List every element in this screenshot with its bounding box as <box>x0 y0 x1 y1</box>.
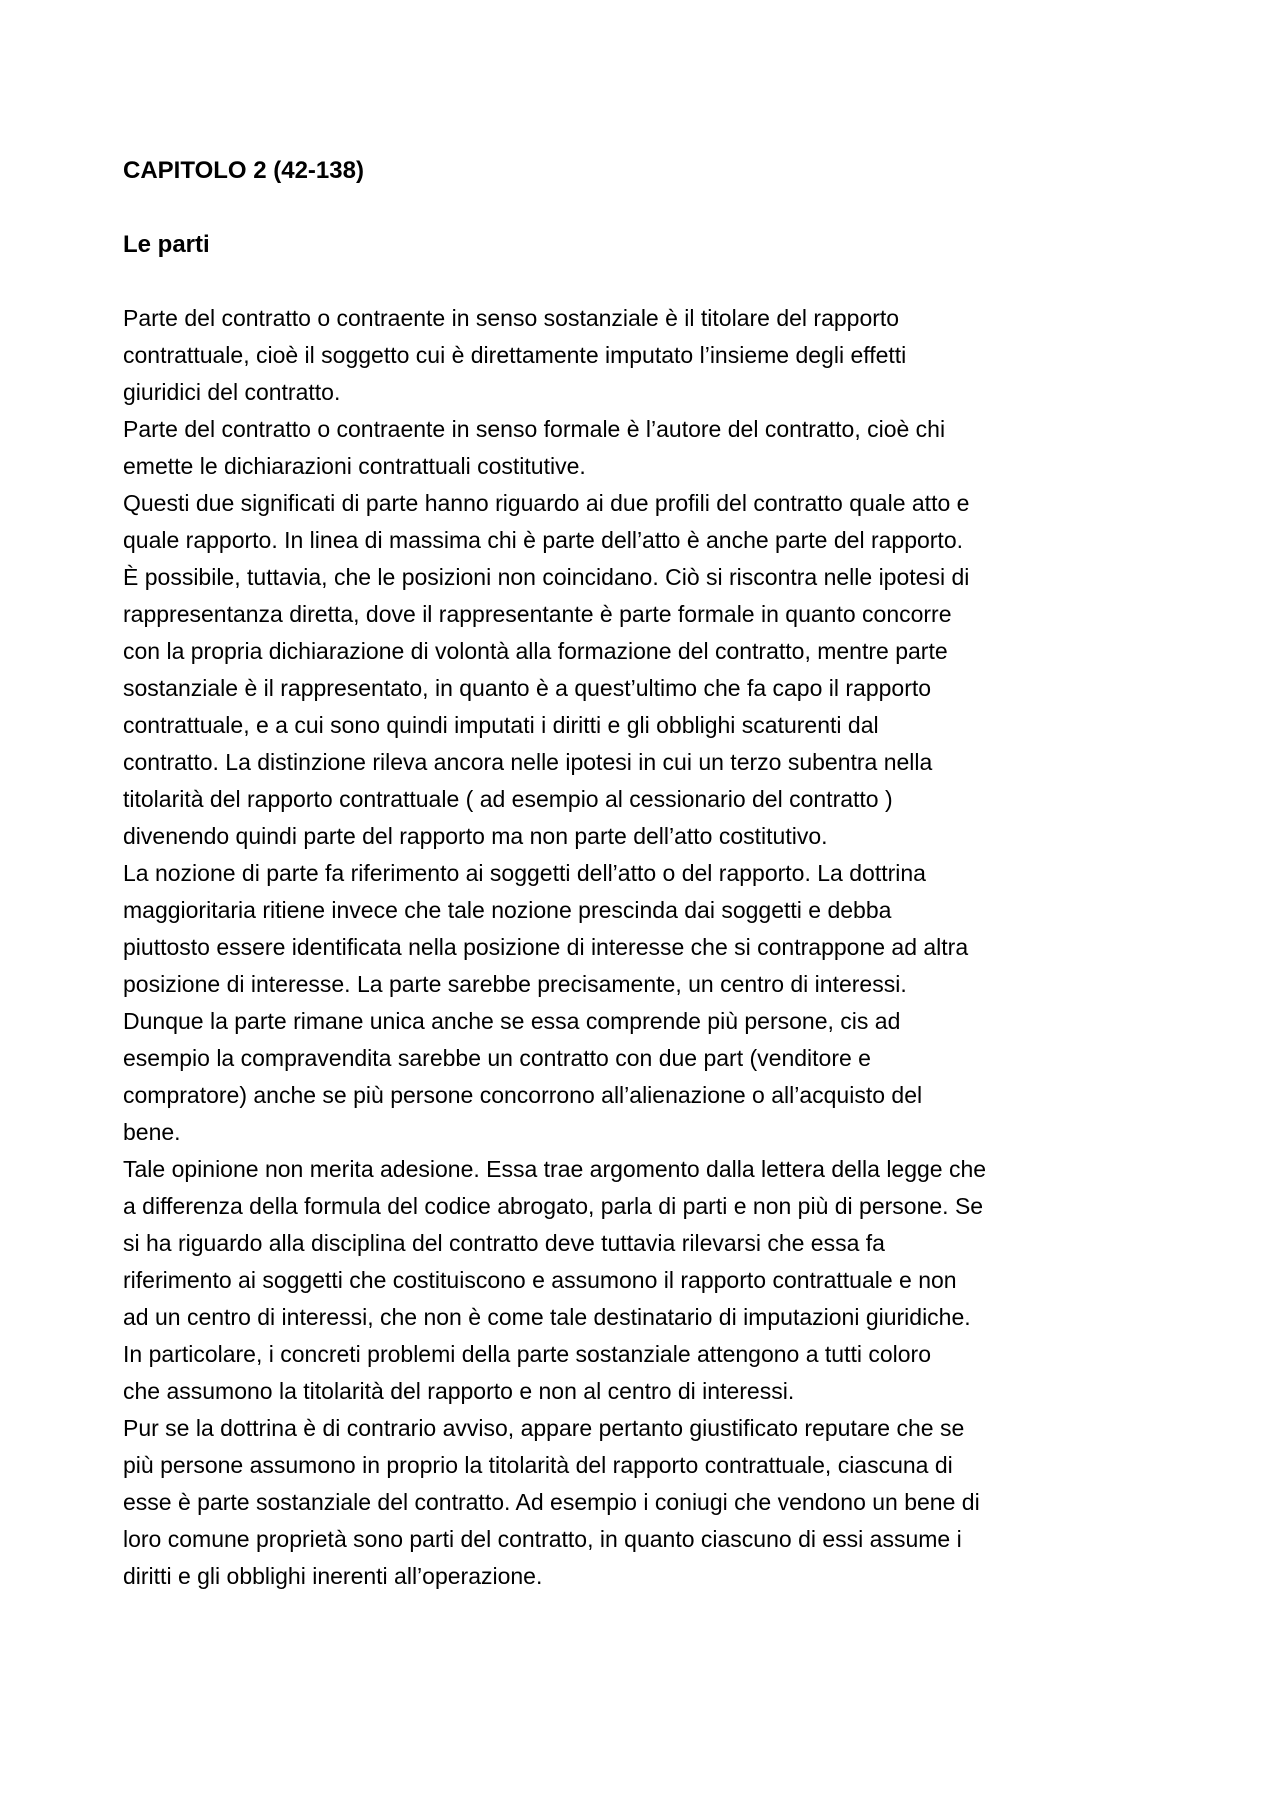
text-line: diritti e gli obblighi inerenti all’operazione. <box>123 1563 543 1589</box>
text-line: più persone assumono in proprio la titolarità del rapporto contrattuale, ciascuna di <box>123 1452 953 1478</box>
text-line: giuridici del contratto. <box>123 379 341 405</box>
text-line: si ha riguardo alla disciplina del contratto deve tuttavia rilevarsi che essa fa <box>123 1230 885 1256</box>
text-line: esse è parte sostanziale del contratto. Ad esempio i coniugi che vendono un bene di <box>123 1489 980 1515</box>
text-line: Tale opinione non merita adesione. Essa trae argomento dalla lettera della legge che <box>123 1156 987 1182</box>
text-line: Parte del contratto o contraente in senso formale è l’autore del contratto, cioè chi <box>123 416 946 442</box>
text-line: rappresentanza diretta, dove il rappresentante è parte formale in quanto concorre <box>123 601 952 627</box>
text-line: divenendo quindi parte del rapporto ma non parte dell’atto costitutivo. <box>123 823 828 849</box>
section-heading: Le parti <box>123 231 210 258</box>
text-line: a differenza della formula del codice abrogato, parla di parti e non più di persone. Se <box>123 1193 984 1219</box>
text-line: Dunque la parte rimane unica anche se essa comprende più persone, cis ad <box>123 1008 901 1034</box>
text-line: maggioritaria ritiene invece che tale nozione prescinda dai soggetti e debba <box>123 897 892 923</box>
text-line: sostanziale è il rappresentato, in quanto è a quest’ultimo che fa capo il rapporto <box>123 675 932 701</box>
text-line: bene. <box>123 1119 181 1145</box>
paragraphs-container <box>123 300 1183 1595</box>
text-line: esempio la compravendita sarebbe un contratto con due part (venditore e <box>123 1045 871 1071</box>
text-line: contratto. La distinzione rileva ancora nelle ipotesi in cui un terzo subentra nella <box>123 749 933 775</box>
document-body <box>123 152 1183 1595</box>
text-line: che assumono la titolarità del rapporto e non al centro di interessi. <box>123 1378 795 1404</box>
text-line: con la propria dichiarazione di volontà alla formazione del contratto, mentre parte <box>123 638 948 664</box>
paragraph-substantial-party <box>123 300 1183 411</box>
text-line: Pur se la dottrina è di contrario avviso, appare pertanto giustificato reputare che se <box>123 1415 965 1441</box>
chapter-heading: CAPITOLO 2 (42-138) <box>123 157 364 184</box>
paragraph-two-meanings <box>123 485 1183 855</box>
text-line: compratore) anche se più persone concorrono all’alienazione o all’acquisto del <box>123 1082 923 1108</box>
paragraph-notion-of-party <box>123 855 1183 1151</box>
text-line: Questi due significati di parte hanno riguardo ai due profili del contratto quale atto e <box>123 490 970 516</box>
text-line: piuttosto essere identificata nella posizione di interesse che si contrappone ad altra <box>123 934 969 960</box>
text-line: contrattuale, cioè il soggetto cui è direttamente imputato l’insieme degli effetti <box>123 342 907 368</box>
text-line: Parte del contratto o contraente in senso sostanziale è il titolare del rapporto <box>123 305 900 331</box>
text-line: È possibile, tuttavia, che le posizioni non coincidano. Ciò si riscontra nelle ipotesi di <box>123 564 970 590</box>
text-line: emette le dichiarazioni contrattuali costitutive. <box>123 453 586 479</box>
text-line: In particolare, i concreti problemi della parte sostanziale attengono a tutti coloro <box>123 1341 932 1367</box>
text-line: ad un centro di interessi, che non è come tale destinatario di imputazioni giuridiche. <box>123 1304 971 1330</box>
text-line: riferimento ai soggetti che costituiscono e assumono il rapporto contrattuale e non <box>123 1267 957 1293</box>
text-line: contrattuale, e a cui sono quindi imputati i diritti e gli obblighi scaturenti dal <box>123 712 879 738</box>
paragraph-conclusion <box>123 1410 1183 1595</box>
text-line: posizione di interesse. La parte sarebbe precisamente, un centro di interessi. <box>123 971 907 997</box>
text-line: loro comune proprietà sono parti del contratto, in quanto ciascuno di essi assume i <box>123 1526 962 1552</box>
paragraph-formal-party <box>123 411 1183 485</box>
text-line: titolarità del rapporto contrattuale ( ad esempio al cessionario del contratto ) <box>123 786 893 812</box>
text-line: La nozione di parte fa riferimento ai soggetti dell’atto o del rapporto. La dottrina <box>123 860 926 886</box>
paragraph-opinion-rejected <box>123 1151 1183 1410</box>
text-line: quale rapporto. In linea di massima chi è parte dell’atto è anche parte del rapporto. <box>123 527 964 553</box>
